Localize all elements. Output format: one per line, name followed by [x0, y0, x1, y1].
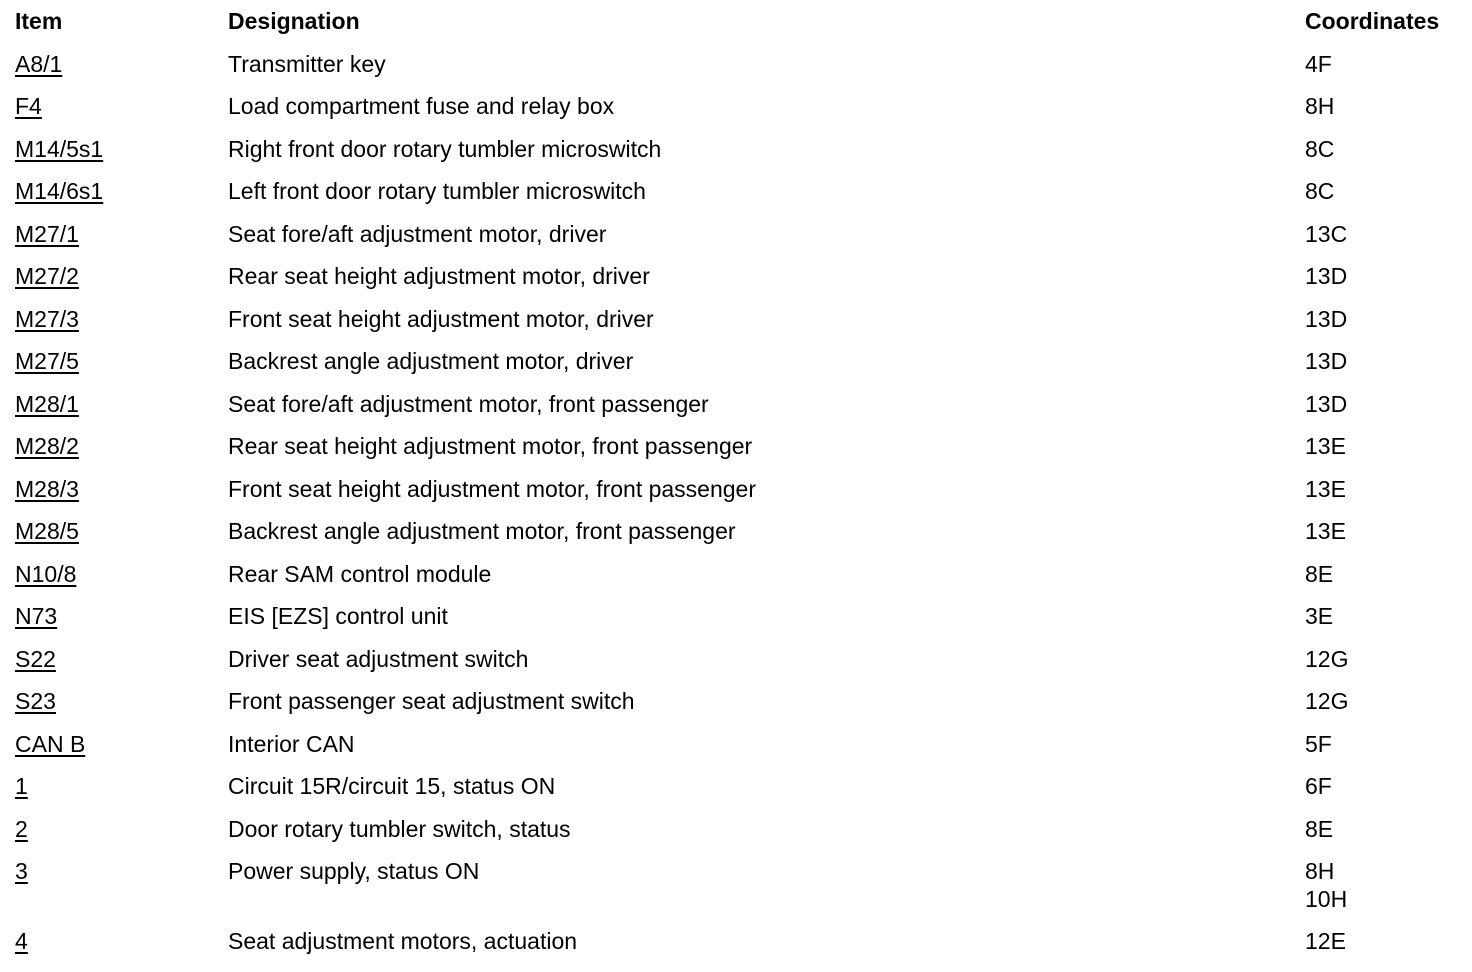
table-body — [0, 43, 1472, 963]
designation-text: Rear seat height adjustment motor, front passenger — [228, 433, 753, 459]
table-row — [0, 638, 1472, 681]
item-link[interactable]: M27/5 — [15, 348, 79, 374]
coordinate-value: 13D — [1305, 348, 1348, 374]
item-link[interactable]: M27/1 — [15, 220, 79, 247]
designation-text: Door rotary tumbler switch, status — [228, 815, 571, 842]
table-row — [0, 298, 1472, 341]
coordinate-value: 8H — [1305, 93, 1335, 119]
designation-text: Left front door rotary tumbler microswitch — [228, 178, 646, 204]
item-link[interactable]: M28/2 — [15, 433, 79, 459]
item-link[interactable]: S22 — [15, 645, 56, 672]
designation-text: Rear seat height adjustment motor, driver — [228, 263, 650, 289]
item-link[interactable]: M28/3 — [15, 475, 79, 502]
item-link[interactable]: M28/1 — [15, 390, 79, 417]
table-row — [0, 255, 1472, 298]
item-link[interactable]: S23 — [15, 688, 56, 714]
table-row — [0, 340, 1472, 383]
coordinate-value: 12G — [1305, 688, 1349, 714]
table-row — [0, 425, 1472, 468]
designation-text: Power supply, status ON — [228, 858, 480, 884]
coordinates-cell — [1305, 850, 1347, 913]
item-link[interactable]: CAN B — [15, 730, 86, 757]
coordinate-value: 8H — [1305, 858, 1335, 884]
item-link[interactable]: 1 — [15, 773, 28, 799]
table-row — [0, 170, 1472, 213]
designation-text: Front seat height adjustment motor, driver — [228, 305, 654, 332]
table-row — [0, 808, 1472, 851]
table-header — [0, 0, 1472, 43]
table-row — [0, 85, 1472, 128]
item-link[interactable]: 3 — [15, 858, 28, 884]
item-link[interactable]: M14/6s1 — [15, 178, 104, 204]
designation-text: Seat fore/aft adjustment motor, front passenger — [228, 390, 709, 417]
coordinate-value: 13E — [1305, 518, 1346, 544]
item-link[interactable]: 2 — [15, 815, 28, 842]
table-row — [0, 680, 1472, 723]
designation-text: Backrest angle adjustment motor, front passenger — [228, 518, 736, 544]
table-row — [0, 723, 1472, 766]
coordinate-value: 13E — [1305, 433, 1346, 459]
designation-text: Interior CAN — [228, 730, 355, 757]
table-row — [0, 468, 1472, 511]
coordinate-value: 13D — [1305, 263, 1348, 289]
item-link[interactable]: M27/2 — [15, 263, 79, 289]
header-designation: Designation — [228, 8, 360, 34]
table-row — [0, 765, 1472, 808]
item-link[interactable]: M27/3 — [15, 305, 79, 332]
header-item: Item — [15, 8, 63, 34]
coordinate-value: 13D — [1305, 390, 1348, 417]
table-row — [0, 553, 1472, 596]
coordinate-value: 10H — [1305, 886, 1348, 912]
item-link[interactable]: M28/5 — [15, 518, 79, 544]
coordinate-value: 13E — [1305, 475, 1346, 502]
table-row — [0, 383, 1472, 426]
designation-text: Seat fore/aft adjustment motor, driver — [228, 220, 607, 247]
designation-text: Rear SAM control module — [228, 560, 492, 587]
designation-text: Seat adjustment motors, actuation — [228, 928, 578, 954]
designation-text: EIS [EZS] control unit — [228, 603, 448, 629]
table-row — [0, 43, 1472, 86]
coordinate-value: 8E — [1305, 815, 1334, 842]
designation-text: Right front door rotary tumbler microswitch — [228, 135, 662, 162]
coordinate-value: 6F — [1305, 773, 1332, 799]
item-link[interactable]: N10/8 — [15, 560, 77, 587]
coordinate-value: 12G — [1305, 645, 1349, 672]
table-row — [0, 128, 1472, 171]
designation-text: Front passenger seat adjustment switch — [228, 688, 635, 714]
coordinate-value: 13C — [1305, 220, 1348, 247]
designation-text: Transmitter key — [228, 50, 386, 77]
table-row — [0, 920, 1472, 963]
designation-text: Circuit 15R/circuit 15, status ON — [228, 773, 556, 799]
coordinate-value: 3E — [1305, 603, 1334, 629]
coordinate-value: 8E — [1305, 560, 1334, 587]
designation-text: Driver seat adjustment switch — [228, 645, 529, 672]
coordinate-value: 12E — [1305, 928, 1346, 954]
coordinate-value: 4F — [1305, 50, 1332, 77]
coordinate-value: 8C — [1305, 178, 1335, 204]
item-link[interactable]: A8/1 — [15, 50, 63, 77]
coordinate-value: 8C — [1305, 135, 1335, 162]
item-link[interactable]: M14/5s1 — [15, 135, 104, 162]
table-row — [0, 510, 1472, 553]
coordinate-value: 5F — [1305, 730, 1332, 757]
designation-text: Backrest angle adjustment motor, driver — [228, 348, 634, 374]
table-row — [0, 595, 1472, 638]
table-row — [0, 850, 1472, 920]
designation-text: Load compartment fuse and relay box — [228, 93, 615, 119]
designation-text: Front seat height adjustment motor, front passenger — [228, 475, 757, 502]
item-link[interactable]: F4 — [15, 93, 42, 119]
table-row — [0, 213, 1472, 256]
header-coordinates: Coordinates — [1305, 8, 1440, 34]
item-link[interactable]: N73 — [15, 603, 58, 629]
item-link[interactable]: 4 — [15, 928, 28, 954]
coordinate-value: 13D — [1305, 305, 1348, 332]
